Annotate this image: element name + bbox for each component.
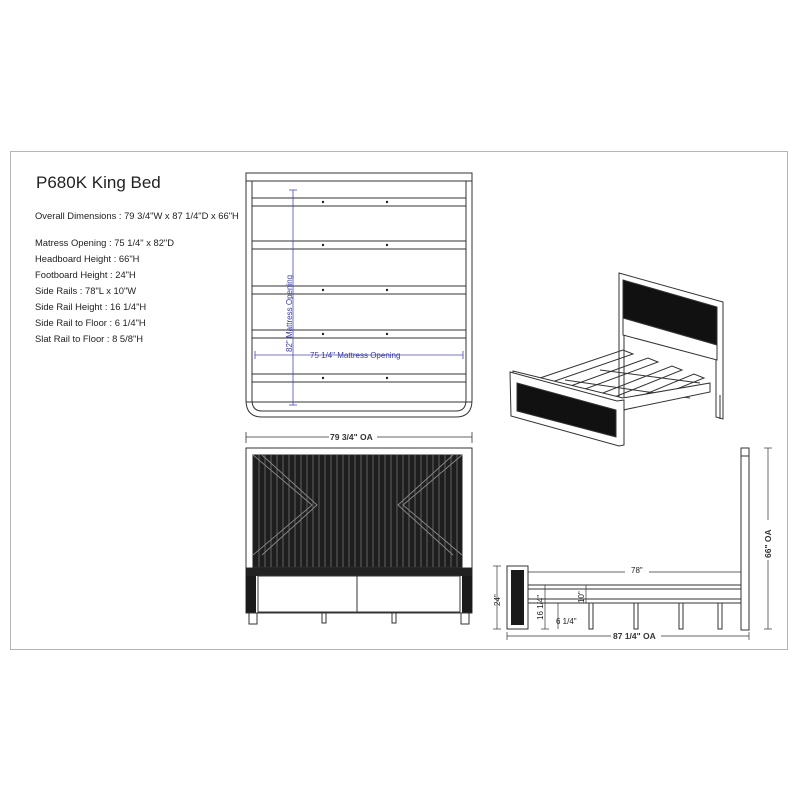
spec-mattress-opening: Matress Opening : 75 1/4" x 82"D — [35, 237, 175, 248]
front-top-band — [246, 568, 472, 576]
spec-side-rail-height: Side Rail Height : 16 1/4"H — [35, 301, 147, 312]
side-rail-width-label: 10" — [577, 591, 586, 603]
headboard-panel — [253, 455, 462, 567]
front-width-label: 79 3/4" OA — [330, 432, 373, 442]
top-view-headboard — [246, 173, 472, 181]
spec-slat-rail-to-floor: Slat Rail to Floor : 8 5/8"H — [35, 333, 144, 344]
side-view-drawing — [493, 448, 774, 642]
front-view-drawing — [246, 430, 472, 624]
side-rail-length-label: 78" — [631, 566, 643, 575]
spec-side-rails: Side Rails : 78"L x 10"W — [35, 285, 137, 296]
side-footboard-panel — [511, 570, 524, 625]
spec-footboard-height: Footboard Height : 24"H — [35, 269, 136, 280]
side-height-label: 66" OA — [763, 529, 773, 558]
footboard-height-label: 24" — [493, 594, 502, 606]
mattress-width-label: 75 1/4" Mattress Opening — [310, 351, 401, 360]
spec-side-rail-to-floor: Side Rail to Floor : 6 1/4"H — [35, 317, 146, 328]
side-depth-label: 87 1/4" OA — [613, 631, 656, 641]
side-slat-legs — [589, 603, 722, 629]
isometric-view-drawing — [510, 273, 723, 446]
rail-to-floor-label: 6 1/4" — [556, 617, 577, 626]
product-title: P680K King Bed — [36, 173, 161, 192]
side-rail-height-label: 16 1/4" — [536, 594, 545, 620]
spec-overall-dimensions: Overall Dimensions : 79 3/4"W x 87 1/4"D x 66"H — [35, 210, 239, 221]
side-headboard — [741, 448, 749, 630]
mattress-depth-label: 82" Mattress Opening — [285, 274, 294, 352]
top-view-drawing — [246, 173, 472, 417]
spec-headboard-height: Headboard Height : 66"H — [35, 253, 140, 264]
side-rail — [528, 585, 741, 603]
side-dimension-lines — [493, 448, 772, 640]
